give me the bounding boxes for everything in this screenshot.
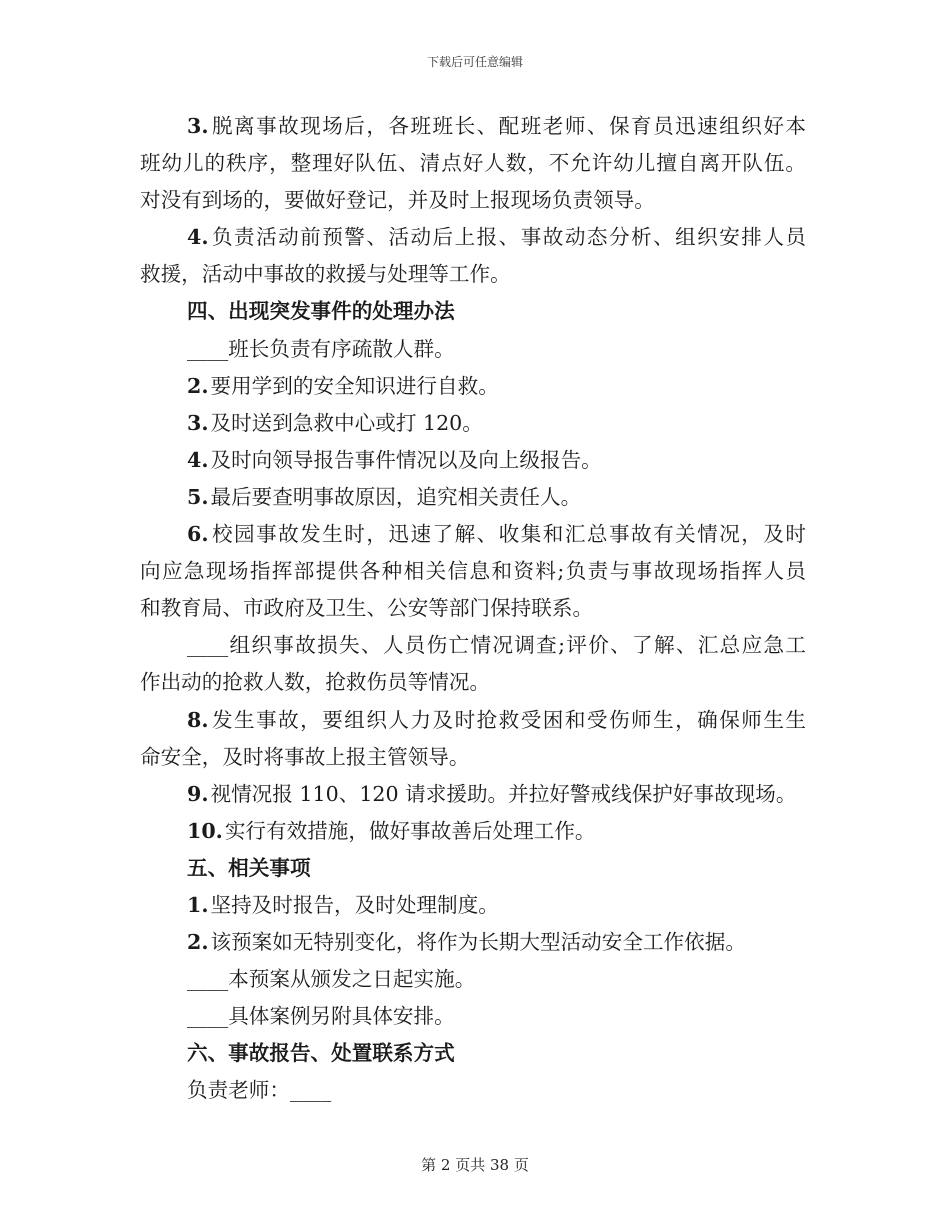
- line-text: 最后要查明事故原因，追究相关责任人。: [210, 484, 582, 509]
- paragraph: [140, 479, 806, 516]
- line-text: 四、出现突发事件的处理办法: [187, 299, 455, 324]
- item-number: 8.: [187, 707, 209, 732]
- section-heading: [140, 293, 806, 330]
- paragraph: [140, 108, 806, 219]
- item-number: 9.: [187, 781, 209, 806]
- line-text: ____组织事故损失、人员伤亡情况调查;评价、了解、汇总应急工: [187, 633, 806, 658]
- line-text: 视情况报 110、120 请求援助。并拉好警戒线保护好事故现场。: [210, 781, 797, 806]
- paragraph-line: [140, 850, 806, 887]
- paragraph-line: [140, 331, 806, 368]
- paragraph-line: [140, 1072, 806, 1109]
- line-text: 班幼儿的秩序，整理好队伍、清点好人数，不允许幼儿擅自离开队伍。: [140, 151, 806, 176]
- line-text: 对没有到场的，要做好登记，并及时上报现场负责领导。: [140, 188, 655, 213]
- item-number: 1.: [187, 892, 209, 917]
- item-number: 3.: [187, 410, 209, 435]
- paragraph: [140, 442, 806, 479]
- item-number: 6.: [187, 522, 209, 547]
- item-number: 3.: [187, 114, 209, 138]
- paragraph: [140, 368, 806, 405]
- item-number: 10.: [187, 818, 223, 843]
- paragraph-line: [140, 145, 806, 182]
- line-text: 命安全，及时将事故上报主管领导。: [140, 744, 470, 769]
- document-body: [140, 108, 806, 1110]
- line-text: 和教育局、市政府及卫生、公安等部门保持联系。: [140, 596, 594, 621]
- paragraph-line: [140, 516, 806, 553]
- paragraph: [140, 998, 806, 1035]
- item-number: 5.: [187, 484, 209, 509]
- page-header-note: 下载后可任意编辑: [426, 55, 523, 69]
- paragraph-line: [140, 776, 806, 813]
- line-text: 发生事故，要组织人力及时抢救受困和受伤师生，确保师生生: [210, 707, 806, 732]
- paragraph-line: [140, 627, 806, 664]
- item-number: 4.: [187, 225, 209, 250]
- line-text: 负责活动前预警、活动后上报、事故动态分析、组织安排人员: [210, 225, 806, 250]
- paragraph-line: [140, 961, 806, 998]
- section-heading: [140, 850, 806, 887]
- line-text: ____班长负责有序疏散人群。: [187, 336, 455, 361]
- paragraph-line: [140, 219, 806, 256]
- paragraph: [140, 887, 806, 924]
- paragraph: [140, 405, 806, 442]
- paragraph: [140, 627, 806, 701]
- line-text: 该预案如无特别变化，将作为长期大型活动安全工作依据。: [210, 930, 746, 955]
- line-text: 六、事故报告、处置联系方式: [187, 1041, 455, 1066]
- paragraph: [140, 776, 806, 813]
- line-text: 救援，活动中事故的救援与处理等工作。: [140, 262, 511, 287]
- paragraph-line: [140, 664, 806, 701]
- paragraph-line: [140, 256, 806, 293]
- line-text: 五、相关事项: [187, 855, 311, 880]
- paragraph: [140, 219, 806, 293]
- paragraph-line: [140, 739, 806, 776]
- item-number: 2.: [187, 930, 209, 955]
- paragraph-line: [140, 924, 806, 961]
- line-text: 坚持及时报告，及时处理制度。: [210, 892, 499, 917]
- line-text: 实行有效措施，做好事故善后处理工作。: [224, 818, 596, 843]
- paragraph-line: [140, 998, 806, 1035]
- line-text: 校园事故发生时，迅速了解、收集和汇总事故有关情况，及时: [210, 522, 806, 547]
- paragraph: [140, 1072, 806, 1109]
- paragraph-line: [140, 368, 806, 405]
- item-number: 4.: [187, 447, 209, 472]
- paragraph-line: [140, 553, 806, 590]
- section-heading: [140, 1035, 806, 1072]
- paragraph-line: [140, 108, 806, 145]
- line-text: 向应急现场指挥部提供各种相关信息和资料;负责与事故现场指挥人员: [140, 559, 806, 584]
- paragraph: [140, 516, 806, 627]
- item-number: 2.: [187, 373, 209, 398]
- line-text: ____本预案从颁发之日起实施。: [187, 967, 476, 992]
- paragraph: [140, 924, 806, 961]
- paragraph-line: [140, 479, 806, 516]
- paragraph: [140, 813, 806, 850]
- line-text: 脱离事故现场后，各班班长、配班老师、保育员迅速组织好本: [210, 114, 806, 138]
- paragraph: [140, 331, 806, 368]
- line-text: 负责老师：____: [187, 1078, 332, 1103]
- paragraph-line: [140, 293, 806, 330]
- paragraph-line: [140, 702, 806, 739]
- paragraph-line: [140, 887, 806, 924]
- paragraph-line: [140, 590, 806, 627]
- line-text: 及时向领导报告事件情况以及向上级报告。: [210, 447, 602, 472]
- paragraph-line: [140, 1035, 806, 1072]
- line-text: 及时送到急救中心或打 120。: [210, 410, 483, 435]
- paragraph-line: [140, 182, 806, 219]
- paragraph-line: [140, 813, 806, 850]
- line-text: 要用学到的安全知识进行自救。: [210, 373, 499, 398]
- page-footer-number: 第 2 页共 38 页: [421, 1156, 529, 1174]
- line-text: ____具体案例另附具体安排。: [187, 1004, 455, 1029]
- paragraph-line: [140, 442, 806, 479]
- paragraph-line: [140, 405, 806, 442]
- paragraph: [140, 961, 806, 998]
- line-text: 作出动的抢救人数，抢救伤员等情况。: [140, 670, 491, 695]
- paragraph: [140, 702, 806, 776]
